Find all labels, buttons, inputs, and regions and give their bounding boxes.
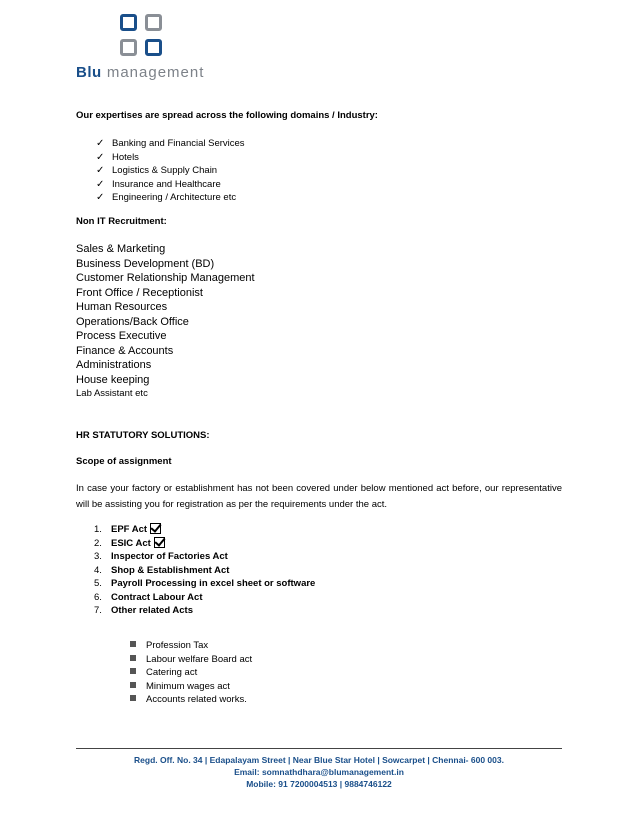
list-number: 6.	[94, 591, 102, 603]
expertise-item-label: Insurance and Healthcare	[112, 178, 221, 190]
logo-blu-text: Blu	[76, 64, 102, 81]
act-label: Payroll Processing in excel sheet or software	[111, 578, 316, 589]
checkmark-icon: ✓	[96, 151, 105, 163]
list-item	[96, 178, 245, 192]
scope-paragraph: In case your factory or establishment has not been covered under below mentioned act before, our representative will be assisting you for registration as per the requirements under the act.	[76, 483, 562, 510]
square-bullet-icon	[130, 668, 136, 674]
list-item	[94, 523, 315, 537]
footer-address: Regd. Off. No. 34 | Edapalayam Street | Near Blue Star Hotel | Sowcarpet | Chennai- 600 003.	[134, 755, 504, 765]
square-bullet-icon	[130, 682, 136, 688]
list-item: Business Development (BD)	[76, 257, 215, 270]
list-item: Human Resources	[76, 301, 168, 313]
list-item	[96, 164, 245, 178]
footer-divider	[76, 748, 562, 749]
non-it-heading: Non IT Recruitment:	[76, 216, 167, 227]
list-item: Lab Assistant etc	[76, 388, 148, 399]
logo-grid-icon	[120, 14, 168, 62]
list-item	[96, 137, 245, 151]
non-it-roles-list	[76, 242, 255, 402]
list-item	[96, 151, 245, 165]
list-number: 2.	[94, 537, 102, 549]
square-bullet-icon	[130, 641, 136, 647]
logo-square-icon	[120, 39, 137, 56]
act-label: Other related Acts	[111, 605, 194, 616]
list-item: Administrations	[76, 359, 152, 371]
footer-mobile: Mobile: 91 7200004513 | 9884746122	[246, 779, 392, 789]
act-label: EPF Act	[111, 524, 148, 535]
act-label: Shop & Establishment Act	[111, 564, 230, 576]
list-number: 4.	[94, 564, 102, 576]
list-item	[94, 550, 315, 564]
checkmark-icon: ✓	[96, 192, 105, 203]
list-item	[94, 591, 315, 605]
list-item: Operations/Back Office	[76, 315, 189, 328]
checked-box-icon	[150, 523, 161, 534]
checkmark-icon: ✓	[96, 165, 105, 176]
checked-box-icon	[154, 537, 165, 548]
other-act-label: Minimum wages act	[146, 680, 230, 692]
list-number: 1.	[94, 524, 102, 535]
list-number: 5.	[94, 578, 102, 589]
other-act-label: Catering act	[146, 667, 198, 678]
scope-heading: Scope of assignment	[76, 456, 172, 467]
other-act-label: Accounts related works.	[146, 694, 247, 705]
other-act-label: Profession Tax	[146, 640, 209, 651]
expertise-item-label: Hotels	[112, 151, 139, 163]
list-item	[94, 604, 315, 618]
list-item	[96, 191, 245, 205]
expertise-item-label: Banking and Financial Services	[112, 138, 245, 149]
hr-heading: HR STATUTORY SOLUTIONS:	[76, 430, 210, 441]
logo-square-icon	[145, 39, 162, 56]
act-label: Contract Labour Act	[111, 591, 203, 603]
list-item	[94, 537, 315, 551]
list-item: Process Executive	[76, 330, 167, 342]
expertise-list	[96, 137, 245, 205]
list-item	[130, 639, 252, 653]
act-label: ESIC Act	[111, 537, 151, 549]
list-number: 7.	[94, 605, 102, 616]
list-item	[130, 693, 252, 707]
footer	[76, 754, 562, 790]
acts-list	[94, 523, 315, 618]
other-acts-list	[130, 639, 252, 707]
list-item	[94, 564, 315, 578]
list-number: 3.	[94, 551, 102, 562]
list-item	[130, 653, 252, 667]
logo-wordmark	[76, 64, 204, 81]
logo-square-icon	[120, 14, 137, 31]
square-bullet-icon	[130, 695, 136, 701]
square-bullet-icon	[130, 655, 136, 661]
checkmark-icon: ✓	[96, 138, 105, 149]
expertise-heading: Our expertises are spread across the following domains / Industry:	[76, 110, 378, 121]
list-item: Front Office / Receptionist	[76, 286, 203, 299]
act-label: Inspector of Factories Act	[111, 551, 228, 562]
list-item	[94, 577, 315, 591]
logo-management-text: management	[101, 64, 205, 81]
company-logo	[76, 14, 216, 84]
logo-square-icon	[145, 14, 162, 31]
list-item: Sales & Marketing	[76, 243, 166, 255]
list-item	[130, 666, 252, 680]
checkmark-icon: ✓	[96, 178, 105, 190]
expertise-item-label: Logistics & Supply Chain	[112, 165, 218, 176]
list-item	[130, 680, 252, 694]
footer-email: Email: somnathdhara@blumanagement.in	[234, 767, 404, 777]
list-item: Customer Relationship Management	[76, 272, 255, 284]
list-item: Finance & Accounts	[76, 344, 174, 357]
other-act-label: Labour welfare Board act	[146, 653, 253, 665]
expertise-item-label: Engineering / Architecture etc	[112, 192, 237, 203]
list-item: House keeping	[76, 373, 150, 386]
